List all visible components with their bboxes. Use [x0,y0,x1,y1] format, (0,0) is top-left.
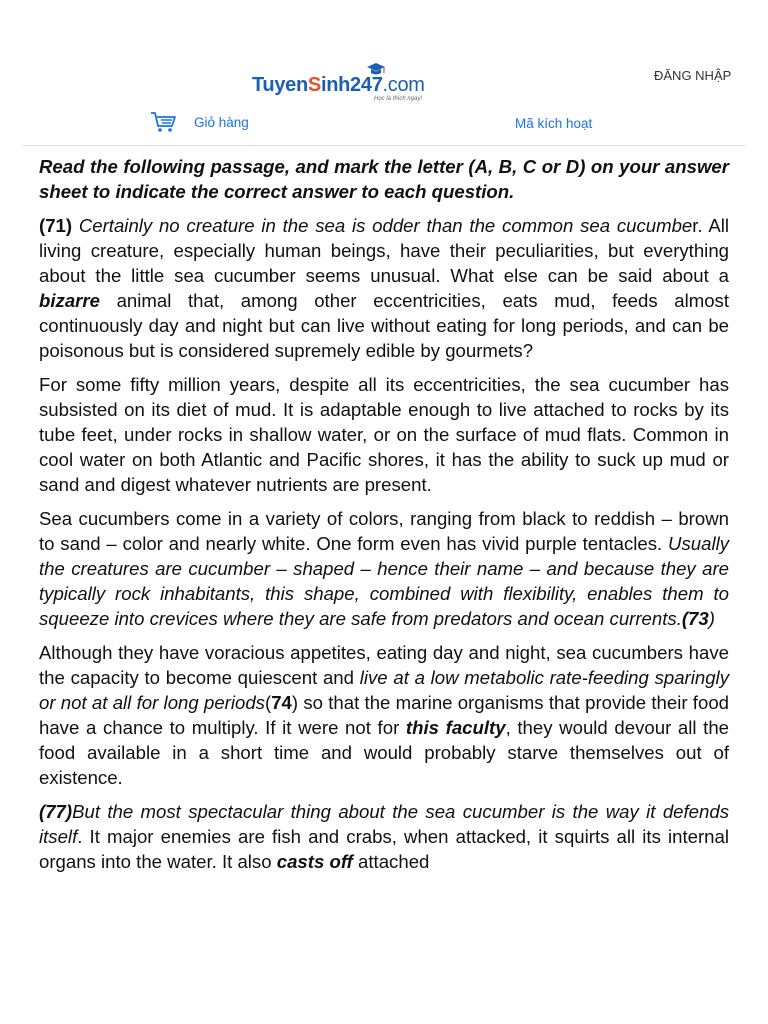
p3-text: Sea cucumbers come in a variety of colors, ranging from black to reddish – brown to sand – color and nearly white. One form even has vivid purple tentacles. [39,508,729,554]
header-divider [22,145,746,146]
site-header [0,0,768,146]
p4-text-end: , they would devour all the food available in a short time and would probably starve themselves out of existence. [39,717,730,788]
login-link[interactable]: ĐĂNG NHẬP [654,68,732,83]
p1-text-end: animal that, among other eccentricities, eats mud, feeds almost continuously day and night but can live without eating for long periods, and can be poisonous but is considered supremely edible by gourmets? [39,290,729,361]
p4-open: ( [264,692,272,713]
p3-italic: Usually the creatures are cucumber – shaped – hence their name – and because they are typically rock inhabitants, this shape, combined with flexibility, enables them to squeeze into crevices where they are safe from predators and ocean currents. [39,533,729,629]
paragraph-3 [39,506,729,631]
instruction-text: Read the following passage, and mark the letter (A, B, C or D) on your answer sheet to indicate the correct answer to each question. [39,156,729,202]
p5-bold-phrase: casts off [276,851,353,872]
cart-link[interactable] [150,110,249,134]
p4-text: Although they have voracious appetites, eating day and night, sea cucumbers have the capacity to become quiescent and [39,642,729,688]
question-number-73: (73 [681,608,709,629]
logo-part-2: S [307,74,321,96]
question-number-77: (77) [39,801,73,822]
logo-part-1: Tuyen [252,74,308,96]
paragraph-2: For some fifty million years, despite all its eccentricities, the sea cucumber has subsisted on its diet of mud. It is adaptable enough to live attached to rocks by its tube feet, under rocks in shallow water, or on the surface of mud flats. Common in cool water on both Atlantic and Pacific shores, it has the ability to suck up mud or sand and digest whatever nutrients are present. [39,374,729,495]
p1-text: r. All living creature, especially human beings, have their peculiarities, but everything about the little sea cucumber seems unusual. What else can be said about a [39,215,729,286]
p4-italic: live at a low metabolic rate-feeding sparingly or not at all for long periods [39,667,729,713]
paragraph-5 [39,799,729,874]
p5-italic: But the most spectacular thing about the sea cucumber is the way it defends itself [39,801,729,847]
p1-bold-word: bizarre [39,290,100,311]
question-number-74: 74 [271,692,292,713]
instruction [39,154,729,204]
site-logo[interactable] [252,62,442,106]
p5-text: . It major enemies are fish and crabs, when attacked, it squirts all its internal organs into the water. It also [39,826,729,872]
paragraph-4 [39,640,729,790]
logo-wordmark [252,74,425,97]
p3-close: ) [708,608,715,629]
logo-tagline: Học là thích ngay! [374,96,423,102]
p4-bold-phrase: this faculty [405,717,506,738]
paragraph-1 [39,213,729,363]
p1-italic: Certainly no creature in the sea is odder than the common sea cucumbe [78,215,693,236]
shopping-cart-icon [150,110,178,134]
logo-part-3: inh247 [320,74,383,96]
cart-label: Giỏ hàng [194,114,249,130]
p5-text-end: attached [352,851,430,872]
p4-text-2: ) so that the marine organisms that provide their food have a chance to multiply. If it were not for [39,692,729,738]
logo-part-4: .com [382,74,425,96]
passage-content [39,154,729,874]
question-number-71: (71) [39,215,73,236]
activation-code-link[interactable]: Mã kích hoạt [515,116,593,131]
